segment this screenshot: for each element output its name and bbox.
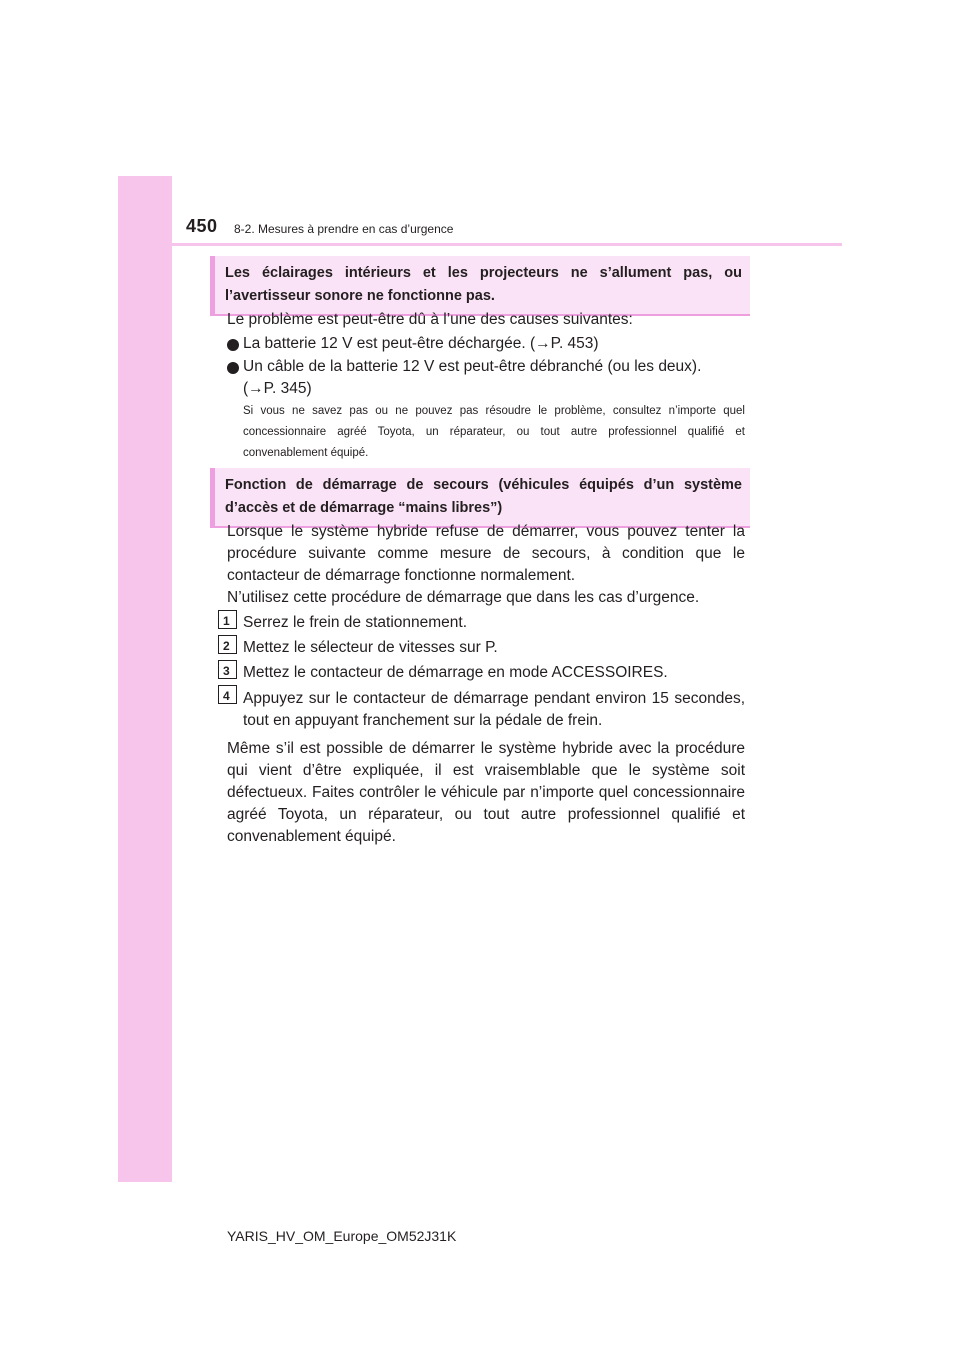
section2-intro-2: N’utilisez cette procédure de démarrage que dans les cas d’urgence. [227,589,700,606]
section1-note: Si vous ne savez pas ou ne pouvez pas résoudre le problème, consultez n’importe quel concessionnaire agréé Toyota, un réparateur, ou tout autre professionnel qualifié et convenablement équipé. [243,405,745,459]
step-number-box: 2 [218,635,237,654]
step-3-text: Mettez le contacteur de démarrage en mode ACCESSOIRES. [243,664,668,681]
bullet-dot-icon [227,362,239,374]
step-number-box: 3 [218,660,237,679]
bullet-item-2: Un câble de la batterie 12 V est peut-être débranché (ou les deux). [243,358,702,375]
document-code: YARIS_HV_OM_Europe_OM52J31K [227,1228,457,1244]
step-1-text: Serrez le frein de stationnement. [243,614,468,631]
header-rule [118,243,842,246]
side-tab-band [118,176,172,1182]
section-title: 8-2. Mesures à prendre en cas d’urgence [234,222,454,236]
section1-intro: Le problème est peut-être dû à l’une des causes suivantes: [227,311,633,328]
step-4-text: Appuyez sur le contacteur de démarrage pendant environ 15 secondes, tout en appuyant franchement sur la pédale de frein. [243,690,745,729]
step-number-box: 1 [218,610,237,629]
step-2-text: Mettez le sélecteur de vitesses sur P. [243,639,498,656]
step-number-box: 4 [218,685,237,704]
bullet-item-2-ref: (→P. 345) [243,380,312,397]
bullet-dot-icon [227,339,239,351]
bullet-item-1: La batterie 12 V est peut-être déchargée. (→P. 453) [243,335,599,352]
page-number: 450 [186,216,218,236]
section2-intro: Lorsque le système hybride refuse de démarrer, vous pouvez tenter la procédure suivante comme mesure de secours, à condition que le contacteur de démarrage fonctionne normalement. [227,523,745,584]
section1-heading: Les éclairages intérieurs et les projecteurs ne s’allument pas, ou l’avertisseur sonore ne fonctionne pas. [210,256,750,316]
section2-heading: Fonction de démarrage de secours (véhicules équipés d’un système d’accès et de démarrage “mains libres”) [210,468,750,528]
section2-closing: Même s’il est possible de démarrer le système hybride avec la procédure qui vient d’être expliquée, il est vraisemblable que le système soit défectueux. Faites contrôler le véhicule par n’importe quel concessionnaire agréé Toyota, un réparateur, ou tout autre professionnel qualifié et convenablement équipé. [227,740,745,845]
